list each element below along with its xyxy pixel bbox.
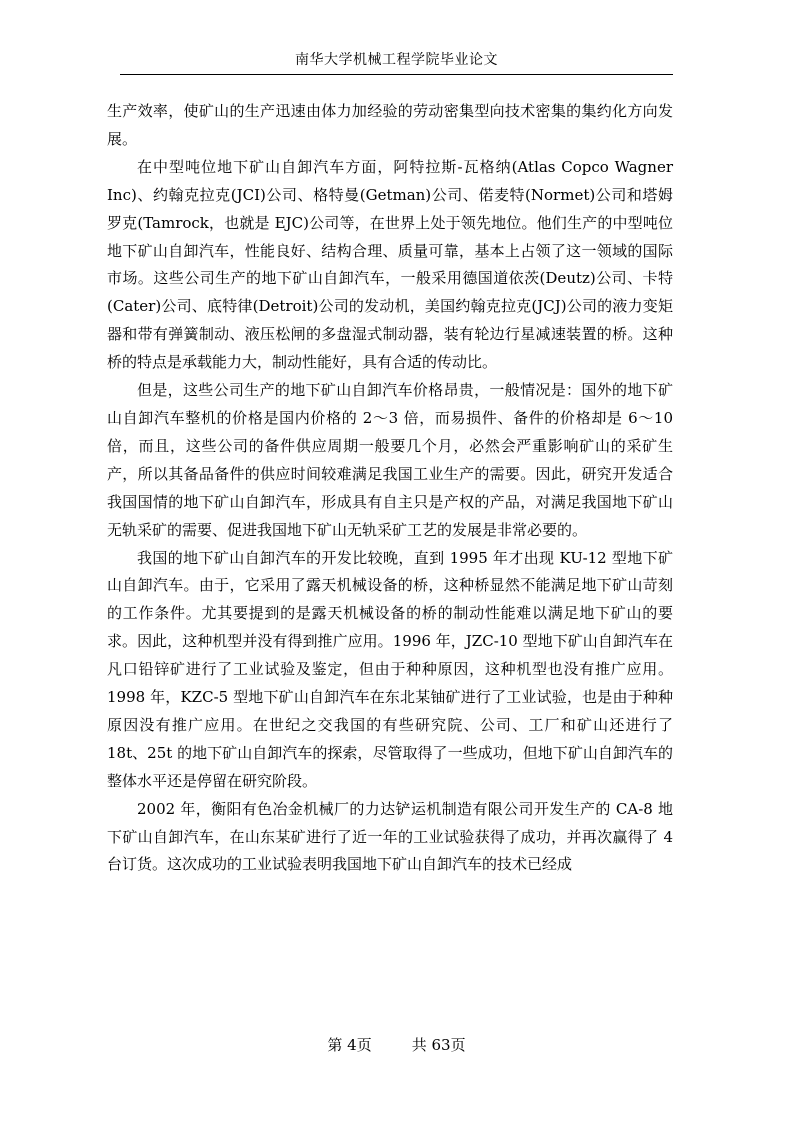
page-header-title: 南华大学机械工程学院毕业论文 [295, 52, 498, 68]
total-pages: 共 63页 [411, 1036, 466, 1054]
paragraph-3: 但是，这些公司生产的地下矿山自卸汽车价格昂贵，一般情况是：国外的地下矿山自卸汽车整机的价格是国内价格的 2～3 倍，而易损件、备件的价格却是 6～10 倍，而且，这些公司的备件供应周期一般要几个月，必然会严重影响矿山的采矿生产，所以其备品备件的供应时间较难满足我国工业生产的需要。因此，研究开发适合我国国情的地下矿山自卸汽车，形成具有自主只是产权的产品，对满足我国地下矿山无轨采矿的需要、促进我国地下矿山无轨采矿工艺的发展是非常必要的。 [107, 381, 673, 539]
paragraph-1: 生产效率，使矿山的生产迅速由体力加经验的劳动密集型向技术密集的集约化方向发展。 [107, 102, 673, 148]
page-footer [0, 1035, 793, 1055]
paragraph-2: 在中型吨位地下矿山自卸汽车方面，阿特拉斯-瓦格纳(Atlas Copco Wagner Inc)、约翰克拉克(JCI)公司、格特曼(Getman)公司、偌麦特(Normet)公司和塔姆罗克(Tamrock，也就是 EJC)公司等，在世界上处于领先地位。他们生产的中型吨位地下矿山自卸汽车，性能良好、结构合理、质量可靠，基本上占领了这一领域的国际市场。这些公司生产的地下矿山自卸汽车，一般采用德国道依茨(Deutz)公司、卡特(Cater)公司、底特律(Detroit)公司的发动机，美国约翰克拉克(JCJ)公司的液力变矩器和带有弹簧制动、液压松闸的多盘湿式制动器，装有轮边行星减速装置的桥。这种桥的特点是承载能力大，制动性能好，具有合适的传动比。 [107, 157, 673, 372]
page-number: 第 4页 [327, 1036, 372, 1054]
document-body [107, 98, 673, 879]
paragraph-4: 我国的地下矿山自卸汽车的开发比较晚，直到 1995 年才出现 KU-12 型地下矿山自卸汽车。由于，它采用了露天机械设备的桥，这种桥显然不能满足地下矿山苛刻的工作条件。尤其要提到的是露天机械设备的桥的制动性能难以满足地下矿山的要求。因此，这种机型并没有得到推广应用。1996 年，JZC-10 型地下矿山自卸汽车在凡口铅锌矿进行了工业试验及鉴定，但由于种种原因，这种机型也没有推广应用。1998 年，KZC-5 型地下矿山自卸汽车在东北某铀矿进行了工业试验，也是由于种种原因没有推广应用。在世纪之交我国的有些研究院、公司、工厂和矿山还进行了 18t、25t 的地下矿山自卸汽车的探索，尽管取得了一些成功，但地下矿山自卸汽车的整体水平还是停留在研究阶段。 [107, 548, 673, 790]
header-divider [120, 74, 673, 75]
paragraph-5: 2002 年，衡阳有色冶金机械厂的力达铲运机制造有限公司开发生产的 CA-8 地下矿山自卸汽车，在山东某矿进行了近一年的工业试验获得了成功，并再次赢得了 4 台订货。这次成功的工业试验表明我国地下矿山自卸汽车的技术已经成 [107, 799, 673, 874]
